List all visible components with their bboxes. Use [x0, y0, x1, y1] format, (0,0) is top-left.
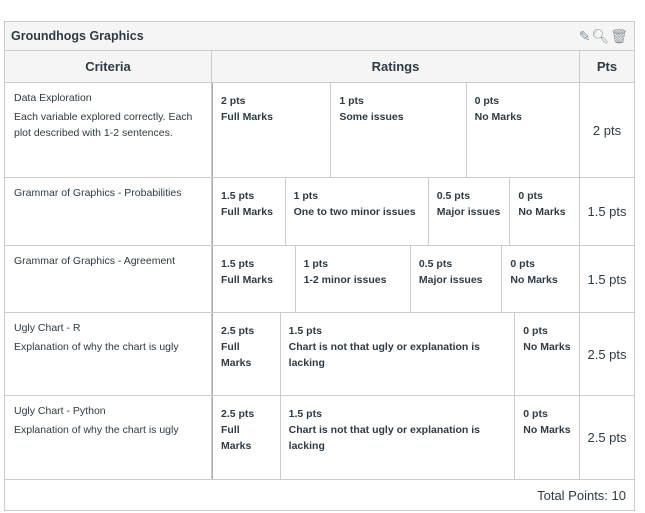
criterion-name: Data Exploration — [14, 92, 92, 104]
rating-label: Full Marks — [221, 274, 273, 286]
rating-points: 1.5 pts — [221, 258, 255, 270]
rating-label: Full Marks — [221, 341, 252, 369]
rating-option[interactable] — [281, 396, 516, 479]
rubric-title: Groundhogs Graphics — [11, 29, 144, 43]
rating-option[interactable] — [281, 313, 516, 395]
rating-points: 1.5 pts — [221, 190, 255, 202]
criteria-header: Criteria — [5, 51, 212, 82]
rating-points: 2 pts — [221, 95, 246, 107]
rubric — [4, 21, 635, 511]
rating-label: Chart is not that ugly or explanation is lacking — [288, 341, 481, 369]
rating-points: 1 pts — [303, 258, 329, 270]
rating-points: 0.5 pts — [436, 190, 471, 202]
ratings-header: Ratings — [212, 51, 580, 82]
rating-option[interactable] — [515, 313, 579, 395]
rating-points: 0 pts — [523, 408, 548, 420]
criterion-name: Grammar of Graphics - Probabilities — [14, 187, 182, 199]
total-points: Total Points: 10 — [537, 487, 626, 503]
criterion-description: Explanation of why the chart is ugly — [14, 341, 179, 353]
criterion-points: 2.5 pts — [587, 346, 627, 362]
rating-option[interactable] — [213, 83, 331, 177]
criterion-cell — [5, 83, 212, 177]
rating-label: One to two minor issues — [293, 206, 416, 218]
rubric-title-bar — [5, 22, 634, 51]
rubric-header — [5, 51, 634, 83]
rating-option[interactable] — [429, 178, 511, 245]
criterion-cell — [5, 178, 212, 245]
ratings-cell — [212, 313, 580, 395]
rating-option[interactable] — [213, 396, 281, 479]
rating-label: Major issues — [436, 206, 501, 218]
criterion-row — [5, 246, 634, 313]
search-icon[interactable]: 🔍︎ — [591, 27, 610, 44]
rating-label: No Marks — [474, 111, 522, 123]
criterion-points: 1.5 pts — [587, 271, 627, 287]
pts-header: Pts — [596, 59, 618, 74]
rating-option[interactable] — [296, 246, 411, 312]
criterion-points: 2 pts — [592, 122, 622, 138]
rating-points: 0 pts — [518, 190, 543, 202]
rating-option[interactable] — [467, 83, 579, 177]
criterion-cell — [5, 396, 212, 479]
criterion-description: Each variable explored correctly. Each plot described with 1-2 sentences. — [14, 111, 193, 139]
criterion-row — [5, 178, 634, 246]
rating-points: 1 pts — [293, 190, 319, 202]
rating-points: 1 pts — [339, 95, 364, 107]
pencil-icon[interactable]: ✎ — [578, 27, 591, 44]
rating-option[interactable] — [213, 313, 281, 395]
ratings-cell — [212, 396, 580, 479]
rating-points: 0 pts — [474, 95, 500, 107]
ratings-cell — [212, 83, 580, 177]
criterion-row — [5, 83, 634, 178]
rating-option[interactable] — [213, 246, 296, 312]
rating-label: No Marks — [510, 274, 558, 286]
rating-label: No Marks — [523, 341, 571, 353]
rating-points: 1.5 pts — [288, 325, 322, 337]
criterion-points: 2.5 pts — [587, 430, 627, 445]
criterion-name: Ugly Chart - Python — [14, 405, 106, 417]
rating-option[interactable] — [502, 246, 579, 312]
rating-label: No Marks — [523, 424, 571, 436]
rating-label: Full Marks — [221, 424, 252, 452]
rating-option[interactable] — [286, 178, 429, 245]
rating-points: 0 pts — [510, 258, 535, 270]
ratings-cell — [212, 178, 580, 245]
rating-label: Major issues — [418, 274, 483, 286]
rating-option[interactable] — [331, 83, 466, 177]
rating-label: 1-2 minor issues — [303, 274, 387, 286]
ratings-cell — [212, 246, 580, 312]
criterion-cell — [5, 313, 212, 395]
rating-label: Full Marks — [221, 206, 273, 218]
criterion-points: 1.5 pts — [587, 204, 627, 219]
trash-icon[interactable]: 🗑︎ — [610, 27, 628, 44]
rating-option[interactable] — [213, 178, 286, 245]
criterion-row — [5, 313, 634, 396]
rating-label: No Marks — [518, 206, 566, 218]
rating-points: 1.5 pts — [288, 408, 322, 420]
rating-points: 2.5 pts — [221, 325, 255, 337]
rating-label: Full Marks — [221, 111, 273, 123]
rating-option[interactable] — [510, 178, 579, 245]
criterion-description: Explanation of why the chart is ugly — [14, 424, 179, 436]
criterion-row — [5, 396, 634, 480]
criterion-name: Ugly Chart - R — [14, 322, 81, 334]
criterion-cell — [5, 246, 212, 312]
rating-option[interactable] — [411, 246, 503, 312]
rating-points: 0.5 pts — [418, 258, 453, 270]
criterion-name: Grammar of Graphics - Agreement — [14, 255, 176, 267]
rating-label: Chart is not that ugly or explanation is lacking — [288, 424, 481, 452]
rating-option[interactable] — [515, 396, 579, 479]
rating-points: 0 pts — [523, 325, 548, 337]
rating-points: 2.5 pts — [221, 408, 255, 420]
rating-label: Some issues — [339, 111, 404, 123]
